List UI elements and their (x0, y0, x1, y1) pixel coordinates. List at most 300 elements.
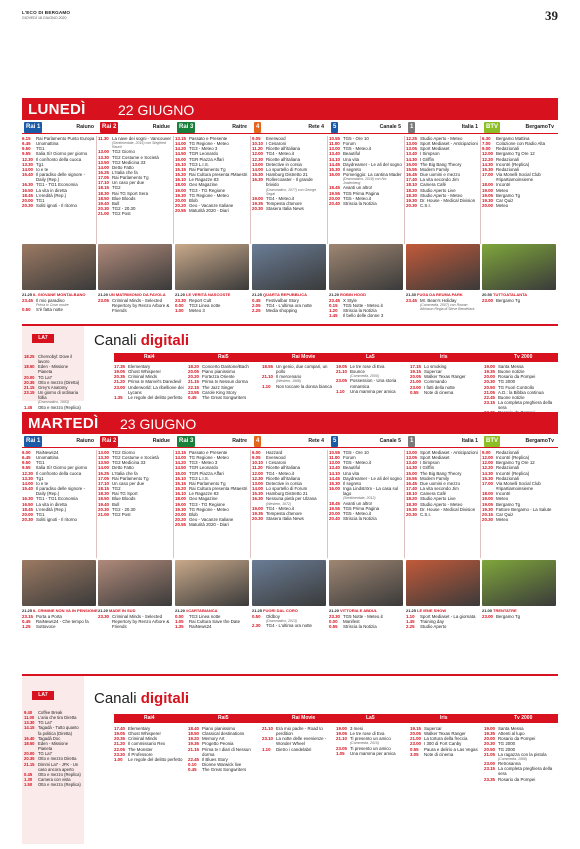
program-time: 13.00 (252, 480, 263, 486)
program-time: 11.30 (98, 136, 109, 141)
program-title: Ricette all'italiana (266, 475, 301, 481)
program-time: 20.00 (482, 203, 493, 209)
program-title: Tg1 (36, 161, 44, 167)
program-title: Commando (424, 379, 447, 385)
program-title: Tg1 (36, 475, 44, 481)
program-title: Criminal Minds - Selected Repertory by Renzo Arbore & Friends (112, 298, 170, 314)
highlight-title: LE VERITÀ NASCOSTE (186, 292, 231, 297)
program-time: 11.00 (329, 141, 340, 147)
program-time: 16.30 (22, 182, 33, 188)
column-divider (404, 136, 405, 244)
program-time: 12.30 (22, 156, 33, 162)
program-title: I Simpson (420, 151, 440, 157)
program-time: 18.50 (98, 195, 109, 201)
program-time: 23.45 (22, 298, 33, 303)
program-time: 2.05 (252, 303, 261, 309)
program-title: Attenti al lupo (498, 731, 525, 737)
program-time: 23.15 (22, 614, 33, 619)
program-title: Geo Magazine (189, 182, 218, 188)
program-title: La tortura della freccia (424, 736, 468, 742)
program-title: L'eredità (Rep.) (36, 506, 67, 512)
program-time: 14.15 (24, 725, 35, 731)
program-time: 19.35 (188, 741, 199, 747)
program-time: 16.25 (98, 470, 109, 476)
program-time: 12.30 (252, 156, 263, 162)
program-title: TG1 - TG1 Economia (36, 496, 78, 502)
program-time: 14.30 (482, 161, 493, 167)
program-time: 0.50 (252, 614, 261, 619)
program-time: 15.30 (252, 172, 263, 178)
highlight-time: 21.20 (175, 608, 186, 613)
program-title: Un caso per due (112, 480, 145, 486)
program-title: Il confronto della cuoca (36, 156, 82, 162)
program-title: Striscia la Notizia (343, 308, 377, 314)
program-time: 0.55 (329, 624, 338, 630)
highlight-photo (329, 560, 403, 613)
program-time: 21.05 (484, 389, 495, 395)
list-item (188, 767, 260, 772)
program-time: 19.35 (484, 731, 495, 737)
schedule-column (98, 136, 172, 216)
program-time: 23.15 (484, 766, 495, 772)
channel-header (175, 122, 249, 133)
program-time: 16.25 (98, 169, 109, 175)
program-time: 15.15 (175, 166, 186, 172)
digital-channel-name: Iris (440, 354, 448, 360)
program-title: Rai Cultura presenta #Maestri (189, 172, 248, 178)
program-time: 13.40 (406, 460, 417, 466)
program-title: Incontri (Replica) (496, 470, 530, 476)
list-item (22, 486, 96, 496)
digital-channel-name: Rai4 (144, 715, 155, 721)
program-time: 18.55 (262, 364, 273, 369)
program-title: Eden - Missione Pianeta (38, 364, 69, 375)
schedule-grid-tuesday (22, 450, 558, 560)
program-time: 1.00 (175, 308, 184, 314)
program-time: 15.00 (406, 470, 417, 476)
program-time: 20.00 (22, 197, 33, 203)
list-item (24, 741, 82, 751)
program-title: Studio Aperto Live (420, 187, 456, 193)
program-time: 14.30 (406, 156, 417, 162)
program-time: 18.50 (24, 364, 35, 370)
program-time: 1.25 (22, 624, 31, 630)
program-title: Otto e mezzo (Replica) (38, 404, 81, 410)
list-item (22, 172, 96, 182)
program-title: TG Regione - Meteo (189, 455, 229, 461)
program-title: I 300 di Fort Canby (424, 741, 462, 747)
program-time: 14.00 (252, 166, 263, 172)
program-time: 13.00 (329, 460, 340, 466)
program-title: Mr. Bean's Holiday (420, 298, 457, 303)
program-time: 20.00 (175, 197, 186, 203)
program-time: 20.35 (24, 756, 35, 762)
program-time: 13.05 (406, 146, 417, 152)
program-title: Santa Messa (498, 364, 524, 369)
program-title: TG1 (36, 146, 45, 152)
program-time: 21.10 (262, 374, 273, 380)
highlight-row-monday (22, 244, 558, 298)
channel-header (482, 122, 556, 133)
la7-logo: LA7 (32, 691, 54, 700)
channel-name: BergamoTv (525, 438, 554, 444)
channel-header (175, 436, 249, 447)
program-note: (Drammatico, 1993) (38, 400, 69, 405)
program-time: 1.45 (406, 619, 415, 625)
highlight-time: 21.25 (22, 608, 33, 613)
program-title: Striscia la Notizia (343, 200, 377, 206)
program-time: 12.00 (482, 460, 493, 466)
program-time: 0.10 (188, 762, 197, 768)
program-title: Rosario da Pompei (498, 736, 536, 742)
highlight-photo (482, 560, 556, 613)
channel-header (98, 122, 172, 133)
program-time: 1.45 (24, 404, 33, 410)
program-note: (Commedia, 2000) (350, 374, 379, 379)
highlight-title: MADE IN SUD (109, 608, 136, 613)
program-time: 13.15 (175, 450, 186, 455)
list-item (252, 206, 326, 211)
program-title: TG3 L.I.S. (189, 161, 210, 167)
program-title: Modern Family (420, 166, 450, 172)
program-title: C.S.I. (420, 511, 431, 517)
program-title: TG4 - Meteo.it (266, 195, 295, 201)
program-time: 9.50 (22, 146, 31, 152)
program-title: S'è fatta notte (36, 307, 63, 313)
highlight-time: 21.25 (22, 292, 33, 297)
program-title: Soliti ignoti - Il ritorno (36, 203, 77, 209)
list-item (482, 517, 556, 522)
list-item (336, 378, 408, 388)
program-title: Studio Aperto - Meteo (420, 136, 463, 141)
channel-logo: 5 (331, 122, 338, 133)
program-time: 23.45 (406, 298, 417, 303)
program-time: 21.10 (262, 726, 273, 731)
channel-logo: Rai 3 (177, 122, 195, 133)
channel-logo: 5 (331, 436, 338, 447)
schedule-column (22, 136, 96, 208)
program-title: Studio Aperto - Meteo (420, 192, 463, 198)
channel-header (482, 436, 556, 447)
program-title: TG3 Linea notte (189, 303, 221, 309)
program-time: 22.45 (188, 756, 199, 762)
program-title: Stasera Italia News (266, 206, 304, 212)
highlight-title: FUGA DA REUMA PARK (417, 292, 463, 297)
program-title: Eden - Missione Pianeta (38, 740, 69, 752)
list-item (406, 624, 480, 629)
program-title: Blue Bloods (112, 496, 136, 502)
program-title: Redazionali (496, 166, 519, 172)
program-title: Stasera Italia News (266, 515, 304, 521)
program-title: Sport Mediaset (420, 146, 450, 152)
program-title: Criminal Minds (128, 736, 158, 742)
program-title: Redazionali (496, 156, 519, 162)
program-title: TG5 Prima Pagina (343, 505, 380, 511)
program-title: TG2 Post (112, 211, 131, 217)
program-title: Otto e mezzo Diretta (38, 756, 77, 762)
program-time: 7.00 (482, 141, 491, 147)
highlight-time: 21.20 (329, 292, 340, 297)
program-title: Rai Parlamento Tg (189, 480, 226, 486)
digital-title: Canali digitali (94, 332, 190, 349)
program-time: 20.50 (484, 384, 495, 390)
program-title: Fortezza Oriente (202, 374, 235, 380)
program-title: TG4 - L'ultima ora notte (266, 303, 312, 309)
highlight-title: IL GIOVANE MONTALBANO (33, 292, 86, 297)
channel-logo: 1 (408, 122, 415, 133)
program-time: 21.00 (98, 211, 109, 217)
program-title: Dr. House - Medical Division (420, 197, 476, 203)
schedule-grid-monday (22, 136, 558, 246)
digital-column (336, 364, 408, 394)
highlight-caption (22, 292, 85, 297)
highlight-time: 21.30 (406, 292, 417, 297)
program-title: Redazionali (496, 465, 519, 471)
list-item (175, 208, 249, 213)
program-title: Una mamma per amica (350, 388, 396, 394)
program-time: 18.50 (98, 496, 109, 502)
program-title: Festivalbar Story (266, 298, 299, 303)
program-time: 20.35 (114, 374, 125, 380)
column-divider (250, 136, 251, 244)
program-time: 15.40 (22, 486, 33, 492)
late-column (329, 298, 403, 319)
highlight-caption (175, 608, 218, 613)
program-title: TG4 - Meteo.it (266, 470, 295, 476)
program-time: 20.00 (329, 510, 340, 516)
highlight-caption (482, 292, 527, 297)
publication-date: GIOVEDÌ 18 GIUGNO 2020 (22, 16, 67, 20)
program-time: 20.20 (188, 374, 199, 380)
program-time: 19.00 (175, 501, 186, 507)
program-time: 20.55 (175, 522, 186, 528)
program-title: I Griffin (420, 156, 435, 162)
highlight-title: TRENTATRE (493, 608, 517, 613)
channel-logo: Rai 1 (24, 436, 42, 447)
schedule-column (252, 136, 326, 211)
schedule-column (482, 136, 556, 208)
highlight-time: 21.20 (98, 292, 109, 297)
program-time: 14.00 (175, 141, 186, 147)
list-item (406, 203, 480, 208)
day-name: MARTEDÌ (28, 415, 99, 432)
list-item (484, 400, 556, 410)
program-title: Una vita (343, 156, 360, 162)
highlight-caption (252, 608, 298, 613)
list-item (329, 624, 403, 629)
program-time: 14.00 (175, 455, 186, 461)
program-time: 19.15 (410, 726, 421, 731)
program-title: Le Ragazze 83 (189, 177, 219, 183)
list-item (482, 298, 556, 303)
la7-schedule (24, 710, 82, 787)
column-divider (173, 450, 174, 558)
channel-name: Raitre (232, 124, 247, 130)
program-title: Otto e mezzo (Diretta) (38, 379, 80, 385)
program-title: Buone notizie (498, 394, 525, 400)
program-time: 17.00 (482, 480, 493, 486)
program-time: 19.00 (252, 505, 263, 511)
program-time: 18.30 (98, 190, 109, 196)
highlight-caption (175, 292, 230, 297)
program-time: 15.10 (175, 161, 186, 167)
program-time: 12.00 (482, 455, 493, 461)
program-title: Rai Cultura Save the Date (189, 619, 241, 625)
column-divider (327, 136, 328, 244)
program-title: Bull (112, 501, 120, 507)
program-time: 19.05 (114, 731, 125, 737)
program-time: 10.55 (329, 136, 340, 141)
list-item (252, 614, 326, 623)
program-time: 17.35 (114, 364, 125, 369)
list-item (98, 512, 172, 517)
highlight-time: 21.25 (252, 292, 263, 297)
program-time: 13.00 (252, 161, 263, 167)
program-time: 15.30 (329, 166, 340, 172)
program-time: 0.45 (188, 767, 197, 773)
list-item (252, 177, 326, 196)
digital-channel-name: Rai4 (144, 354, 155, 360)
digital-channel-name: Tv 2000 (514, 354, 533, 360)
channel-name: Rete 4 (308, 438, 324, 444)
program-time: 13.15 (175, 136, 186, 141)
list-item (482, 172, 556, 182)
program-title: TGR Piazza Affari (189, 156, 224, 162)
highlight-time: 21.20 (175, 292, 186, 297)
program-note: (Drammatico, 2018) con Nic Jnsterbeng (343, 177, 387, 186)
program-title: Soliti ignoti - Il ritorno (36, 517, 77, 523)
list-item (175, 624, 249, 629)
channel-logo: Rai 2 (100, 436, 118, 447)
program-title: Camera Café (420, 182, 447, 188)
program-title: La vita secondo Jim (420, 486, 459, 492)
digital-column (410, 726, 482, 757)
program-time: 20.55 (175, 208, 186, 214)
program-title: Il paradiso delle signore - Daily (Rep.) (36, 486, 86, 497)
program-time: 19.30 (406, 197, 417, 203)
program-title: Memory Art (202, 736, 225, 742)
program-title: Un caso per due (112, 180, 145, 186)
program-title: Incontri (496, 182, 511, 188)
program-time: 14.10 (329, 156, 340, 162)
program-title: TG2 Giorno (112, 149, 135, 155)
list-item (482, 614, 556, 619)
highlight-time: 21.25 (252, 608, 263, 613)
program-title: Maturità 2020 - Diari (189, 522, 229, 528)
program-title: Il commissario Rex (128, 741, 166, 747)
program-time: 18.20 (406, 496, 417, 502)
program-title: The Great Songwriters (202, 767, 247, 773)
program-time: 3.05 (410, 751, 419, 757)
channel-logo: Rai 2 (100, 122, 118, 133)
program-title: RaiNews24 - Che tempo fa (36, 619, 89, 625)
digital-channel-name: La5 (366, 715, 375, 721)
program-title: I fatti della notte (424, 384, 455, 390)
program-time: 13.30 (22, 161, 33, 167)
digital-channels-section (22, 324, 558, 411)
program-time: 15.30 (482, 166, 493, 172)
program-title: Una vita (343, 470, 360, 476)
late-column (329, 614, 403, 629)
highlight-photo (252, 560, 326, 613)
late-column (22, 298, 96, 312)
program-time: 20.30 (22, 517, 33, 523)
program-title: Dietro i candelabri (276, 746, 312, 752)
program-time: 10.10 (252, 141, 263, 147)
program-time: 14.00 (22, 166, 33, 172)
list-item (188, 395, 260, 400)
program-time: 14.50 (175, 151, 186, 157)
program-time: 0.00 (329, 619, 338, 625)
list-item (329, 486, 403, 500)
program-title: Walker Texas Ranger (424, 374, 466, 380)
program-title: Via Monelli Social Club #ripartiamoinsieme (496, 172, 541, 183)
channel-name: Raidue (152, 124, 170, 130)
late-column (98, 298, 172, 313)
program-title: Rai Parlamento Punto Europa (36, 136, 95, 141)
program-title: Meteo 3 (189, 308, 205, 314)
program-title: TGR Leonardo (189, 151, 219, 157)
program-time: 21.10 (336, 369, 347, 375)
program-title: Coffee Break (38, 710, 63, 715)
program-time: 0.50 (22, 307, 31, 313)
program-title: Elementary (128, 364, 151, 369)
list-item (22, 203, 96, 208)
digital-channel-name: Iris (440, 715, 448, 721)
program-title: Bergamo Tg (496, 192, 521, 198)
program-time: 13.00 (329, 146, 340, 152)
program-time: 6.00 (22, 450, 31, 455)
program-time: 22.05 (114, 746, 125, 752)
program-title: Prima tv I diari di Nessun dorma (202, 746, 251, 757)
program-title: TG5 - Meteo.it (343, 146, 372, 152)
day-name: LUNEDÌ (28, 101, 86, 118)
program-time: 19.00 (336, 726, 347, 731)
program-time: 13.40 (406, 151, 417, 157)
program-title: Dimmi La7 - JFK - Un caso ancora aperto (38, 761, 79, 772)
program-time: 17.40 (406, 486, 417, 492)
digital-column (114, 726, 186, 762)
program-title: Studio Aperto (420, 624, 447, 630)
list-item (329, 516, 403, 521)
program-time: 15.20 (175, 486, 186, 492)
program-title: Le regole del delitto perfetto (128, 394, 183, 400)
program-time: 14.45 (329, 161, 340, 167)
list-item (252, 516, 326, 521)
program-time: 18.45 (329, 500, 340, 506)
program-note: (Western, 1968) (276, 379, 302, 384)
list-item (24, 390, 82, 404)
program-title: Manifest (343, 619, 360, 625)
program-title: L'eredità (Rep.) (36, 192, 67, 198)
program-time: 12.00 (482, 151, 493, 157)
program-time: 23.15 (24, 390, 35, 396)
late-column (175, 614, 249, 629)
list-item (188, 747, 260, 757)
program-title: Ricette all'italiana (266, 156, 301, 162)
list-item (22, 624, 96, 629)
program-title: Tagadà Doc (38, 735, 61, 741)
program-time: 17.40 (406, 177, 417, 183)
program-title: Meteo (496, 203, 509, 209)
highlight-title: QUARTA REPUBBLICA (263, 292, 308, 297)
program-time: 11.20 (252, 146, 263, 152)
program-title: Rai TG Sport (112, 491, 138, 497)
program-title: Piano pianissimo (202, 369, 236, 375)
channel-logo: 4 (254, 436, 261, 447)
program-title: Report Cult (189, 298, 212, 303)
program-title: TG1 (36, 197, 45, 203)
